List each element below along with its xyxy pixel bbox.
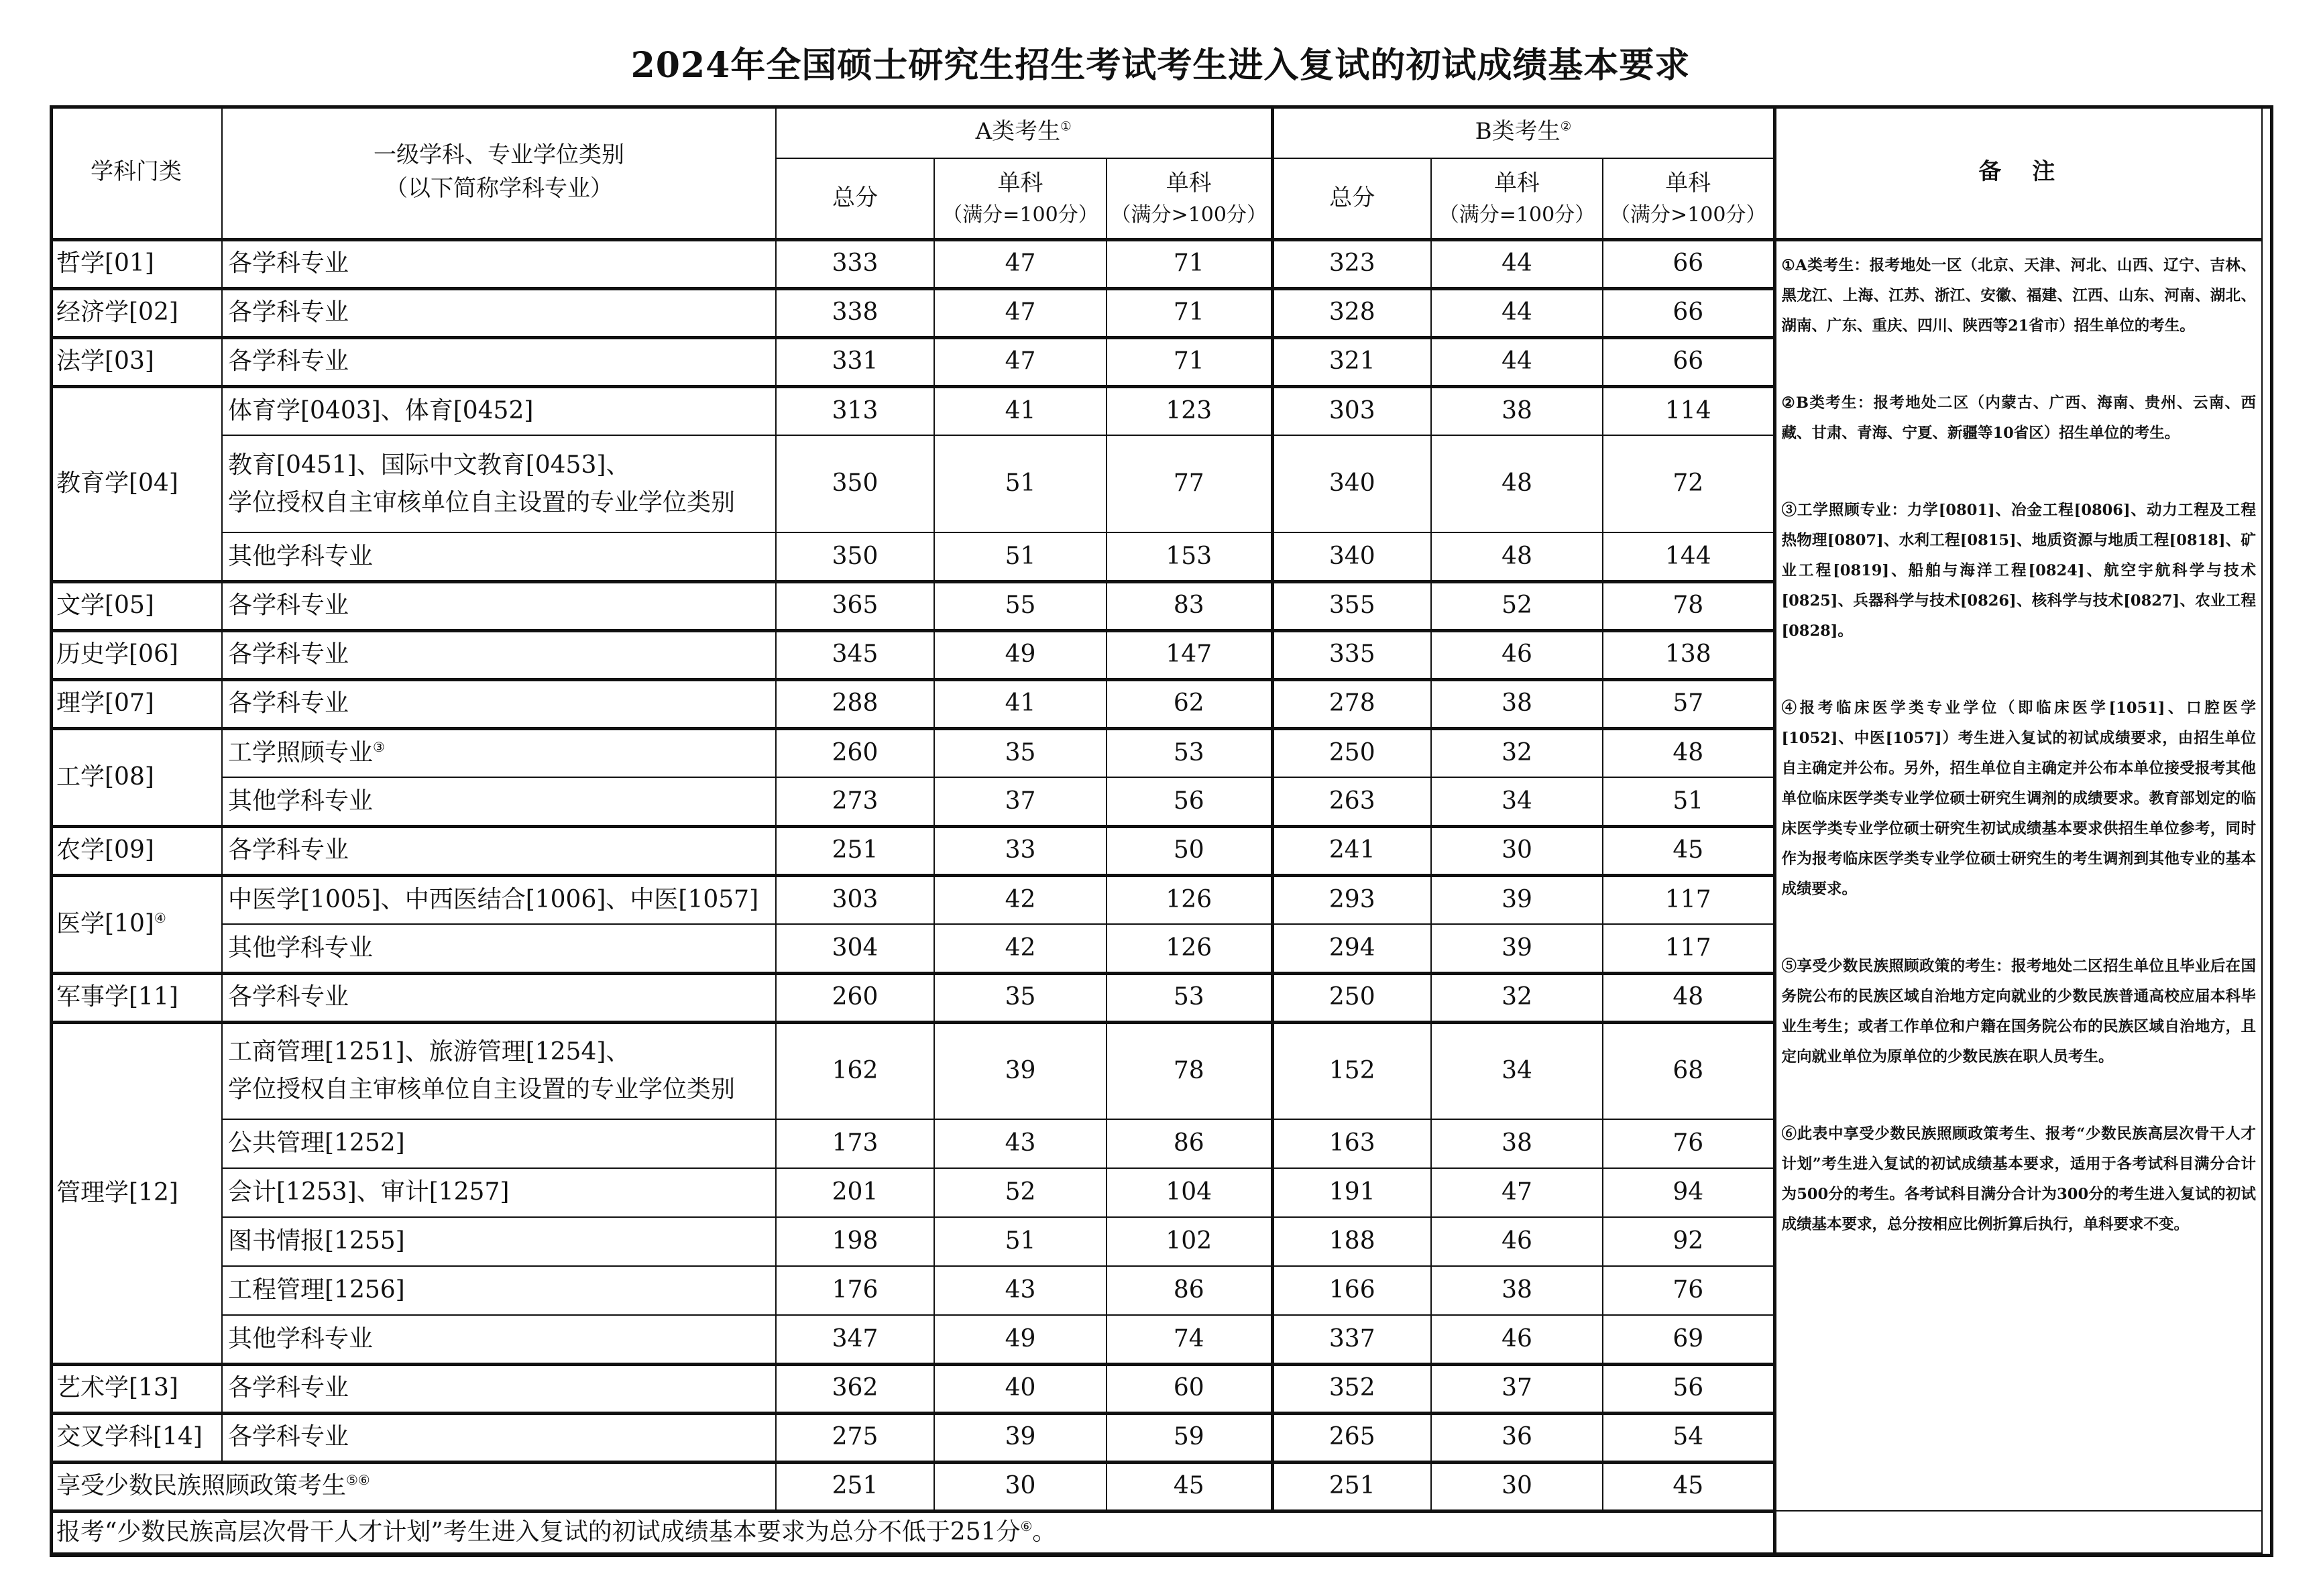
header-subject-line1: 一级学科、专业学位类别 [374, 141, 624, 169]
score-a-single100: 39 [934, 1413, 1107, 1462]
score-b-single100: 46 [1431, 630, 1603, 679]
score-a-singleover100: 74 [1107, 1315, 1272, 1364]
score-b-singleover100: 76 [1603, 1119, 1774, 1168]
score-a-single100: 47 [934, 239, 1107, 288]
score-b-single100: 38 [1431, 1266, 1603, 1315]
score-a-total: 198 [776, 1217, 934, 1266]
subject-label: 各学科专业 [228, 249, 349, 278]
score-a-single100: 42 [934, 924, 1107, 973]
score-a-single100: 49 [934, 630, 1107, 679]
score-a-total: 365 [776, 581, 934, 630]
score-a-total: 331 [776, 337, 934, 386]
category-label: 法学[03] [56, 347, 154, 376]
score-b-total: 163 [1272, 1119, 1431, 1168]
score-a-singleover100: 71 [1107, 337, 1272, 386]
category-label: 工学[08] [56, 762, 154, 791]
score-b-single100: 32 [1431, 728, 1603, 777]
score-b-total: 250 [1272, 973, 1431, 1022]
category-label: 教育学[04] [56, 469, 178, 498]
score-a-singleover100: 71 [1107, 288, 1272, 337]
score-b-singleover100: 68 [1603, 1022, 1774, 1119]
score-b-total: 188 [1272, 1217, 1431, 1266]
subject-label: 其他学科专业 [228, 787, 374, 815]
score-b-singleover100: 117 [1603, 875, 1774, 924]
remark-5: ⑤享受少数民族照顾政策的考生：报考地处二区招生单位且毕业后在国务院公布的民族区域自治地方定向就业的少数民族普通高校应届本科毕业生考生；或者工作单位和户籍在国务院公布的民族区域自治地方，且定向就业单位为原单位的少数民族在职人员考生。 [1781, 957, 2256, 1066]
score-a-total: 338 [776, 288, 934, 337]
score-b-total: 265 [1272, 1413, 1431, 1462]
header-total-b: 总分 [1272, 158, 1431, 239]
score-a-single100: 33 [934, 826, 1107, 875]
score-b-single100: 39 [1431, 875, 1603, 924]
remark-4: ④报考临床医学类专业学位（即临床医学[1051]、口腔医学[1052]、中医[1057]）考生进入复试的初试成绩要求，由招生单位自主确定并公布。另外，招生单位自主确定并公布本单位接受报考其他单位临床医学类专业学位硕士研究生调剂的成绩要求。教育部划定的临床医学类专业学位硕士研究生初试成绩基本要求供招生单位参考，同时作为报考临床医学类专业学位硕士研究生的考生调剂到其他专业的基本成绩要求。 [1781, 699, 2256, 898]
header-subject-line2: （以下简称学科专业） [385, 174, 613, 202]
score-b-singleover100: 48 [1603, 728, 1774, 777]
score-a-singleover100: 102 [1107, 1217, 1272, 1266]
score-a-single100: 37 [934, 777, 1107, 826]
score-b-singleover100: 78 [1603, 581, 1774, 630]
score-a-singleover100: 147 [1107, 630, 1272, 679]
minority-label: 享受少数民族照顾政策考生 [56, 1472, 347, 1500]
score-b-singleover100: 69 [1603, 1315, 1774, 1364]
score-b-single100: 39 [1431, 924, 1603, 973]
subject-label: 各学科专业 [228, 298, 349, 327]
subject-label-line2: 学位授权自主审核单位自主设置的专业学位类别 [228, 1076, 736, 1104]
score-b-total: 263 [1272, 777, 1431, 826]
header-fullover100: （满分>100分） [1111, 203, 1267, 227]
score-b-single100: 36 [1431, 1413, 1603, 1462]
score-a-single100: 43 [934, 1266, 1107, 1315]
subject-label: 各学科专业 [228, 983, 349, 1011]
score-b-single100: 37 [1431, 1364, 1603, 1413]
score-b-single100: 47 [1431, 1168, 1603, 1217]
score-b-total: 294 [1272, 924, 1431, 973]
header-full100: （满分=100分） [942, 203, 1098, 227]
score-a-single100: 52 [934, 1168, 1107, 1217]
score-a-single100: 55 [934, 581, 1107, 630]
score-b-single100: 34 [1431, 1022, 1603, 1119]
subject-label: 各学科专业 [228, 347, 349, 376]
score-a-total: 260 [776, 973, 934, 1022]
score-b-total: 355 [1272, 581, 1431, 630]
category-mark: ④ [154, 910, 166, 926]
score-a-single100: 51 [934, 435, 1107, 532]
score-a-singleover100: 126 [1107, 924, 1272, 973]
subject-label: 各学科专业 [228, 640, 349, 669]
minority-score: 251 [1272, 1462, 1431, 1511]
footer-text: 报考“少数民族高层次骨干人才计划”考生进入复试的初试成绩基本要求为总分不低于251分 [56, 1518, 1021, 1546]
score-a-total: 347 [776, 1315, 934, 1364]
header-single-label: 单科 [1665, 170, 1711, 197]
remark-2: ②B类考生：报考地处二区（内蒙古、广西、海南、贵州、云南、西藏、甘肃、青海、宁夏、新疆等10省区）招生单位的考生。 [1781, 394, 2256, 442]
subject-label: 会计[1253]、审计[1257] [228, 1178, 510, 1206]
score-a-singleover100: 71 [1107, 239, 1272, 288]
score-b-single100: 46 [1431, 1315, 1603, 1364]
score-b-total: 250 [1272, 728, 1431, 777]
score-b-single100: 38 [1431, 386, 1603, 435]
score-a-total: 362 [776, 1364, 934, 1413]
score-a-single100: 41 [934, 386, 1107, 435]
score-a-total: 162 [776, 1022, 934, 1119]
score-b-single100: 48 [1431, 435, 1603, 532]
score-a-single100: 47 [934, 288, 1107, 337]
score-a-single100: 42 [934, 875, 1107, 924]
subject-label: 各学科专业 [228, 591, 349, 620]
category-label: 历史学[06] [56, 640, 178, 669]
score-b-single100: 52 [1431, 581, 1603, 630]
subject-label: 各学科专业 [228, 1374, 349, 1402]
score-b-total: 352 [1272, 1364, 1431, 1413]
category-label: 经济学[02] [56, 298, 178, 327]
score-a-total: 251 [776, 826, 934, 875]
subject-label: 工商管理[1251]、旅游管理[1254]、 [228, 1038, 630, 1066]
header-single-label: 单科 [997, 170, 1043, 197]
score-b-total: 340 [1272, 435, 1431, 532]
score-b-singleover100: 114 [1603, 386, 1774, 435]
score-b-single100: 30 [1431, 826, 1603, 875]
category-label: 交叉学科[14] [56, 1423, 203, 1451]
score-a-singleover100: 126 [1107, 875, 1272, 924]
category-label: 理学[07] [56, 689, 154, 718]
score-b-total: 278 [1272, 679, 1431, 728]
score-b-single100: 32 [1431, 973, 1603, 1022]
subject-label: 其他学科专业 [228, 542, 374, 570]
category-label: 文学[05] [56, 591, 154, 620]
score-a-singleover100: 83 [1107, 581, 1272, 630]
score-a-single100: 41 [934, 679, 1107, 728]
score-b-single100: 48 [1431, 532, 1603, 581]
remark-1: ①A类考生：报考地处一区（北京、天津、河北、山西、辽宁、吉林、黑龙江、上海、江苏、浙江、安徽、福建、江西、山东、河南、湖北、湖南、广东、重庆、四川、陕西等21省市）招生单位的考生。 [1781, 256, 2256, 335]
score-a-singleover100: 78 [1107, 1022, 1272, 1119]
score-b-single100: 44 [1431, 239, 1603, 288]
score-b-total: 340 [1272, 532, 1431, 581]
subject-label: 其他学科专业 [228, 933, 374, 962]
table-outer-border [50, 105, 2273, 1557]
score-a-total: 333 [776, 239, 934, 288]
score-a-singleover100: 77 [1107, 435, 1272, 532]
score-a-total: 201 [776, 1168, 934, 1217]
score-a-singleover100: 123 [1107, 386, 1272, 435]
subject-label-line2: 学位授权自主审核单位自主设置的专业学位类别 [228, 488, 736, 516]
header-remarks: 备 注 [1774, 106, 2262, 239]
score-b-total: 152 [1272, 1022, 1431, 1119]
score-a-singleover100: 53 [1107, 728, 1272, 777]
score-a-singleover100: 56 [1107, 777, 1272, 826]
score-b-singleover100: 45 [1603, 826, 1774, 875]
minority-score: 30 [934, 1462, 1107, 1511]
subject-label: 各学科专业 [228, 1423, 349, 1451]
score-a-total: 173 [776, 1119, 934, 1168]
score-a-total: 304 [776, 924, 934, 973]
score-a-singleover100: 50 [1107, 826, 1272, 875]
score-a-single100: 47 [934, 337, 1107, 386]
subject-label: 教育[0451]、国际中文教育[0453]、 [228, 451, 630, 479]
subject-label: 各学科专业 [228, 689, 349, 718]
score-b-single100: 34 [1431, 777, 1603, 826]
score-a-total: 260 [776, 728, 934, 777]
score-b-singleover100: 76 [1603, 1266, 1774, 1315]
score-b-singleover100: 54 [1603, 1413, 1774, 1462]
score-b-total: 335 [1272, 630, 1431, 679]
score-b-singleover100: 138 [1603, 630, 1774, 679]
score-a-singleover100: 86 [1107, 1119, 1272, 1168]
score-b-total: 323 [1272, 239, 1431, 288]
score-a-singleover100: 104 [1107, 1168, 1272, 1217]
score-b-total: 293 [1272, 875, 1431, 924]
score-a-total: 176 [776, 1266, 934, 1315]
score-a-total: 345 [776, 630, 934, 679]
category-label: 农学[09] [56, 836, 154, 864]
header-fullover100: （满分>100分） [1610, 203, 1766, 227]
category-label: 军事学[11] [56, 983, 178, 1011]
score-b-single100: 46 [1431, 1217, 1603, 1266]
score-b-singleover100: 48 [1603, 973, 1774, 1022]
score-b-singleover100: 72 [1603, 435, 1774, 532]
score-a-single100: 40 [934, 1364, 1107, 1413]
score-a-singleover100: 62 [1107, 679, 1272, 728]
subject-mark: ③ [373, 740, 385, 756]
subject-label: 工学照顾专业 [228, 739, 374, 767]
header-single-label: 单科 [1166, 170, 1212, 197]
header-group-a-label: A类考生 [975, 118, 1061, 146]
score-a-single100: 35 [934, 973, 1107, 1022]
header-group-b-mark: ② [1560, 120, 1572, 135]
score-b-total: 303 [1272, 386, 1431, 435]
header-group-b-label: B类考生 [1475, 118, 1561, 146]
score-b-total: 328 [1272, 288, 1431, 337]
minority-score: 45 [1107, 1462, 1272, 1511]
score-a-single100: 35 [934, 728, 1107, 777]
score-b-singleover100: 144 [1603, 532, 1774, 581]
score-a-total: 275 [776, 1413, 934, 1462]
score-a-singleover100: 59 [1107, 1413, 1272, 1462]
header-group-a-mark: ① [1060, 120, 1072, 135]
score-b-singleover100: 117 [1603, 924, 1774, 973]
score-b-single100: 38 [1431, 679, 1603, 728]
minority-mark: ⑤⑥ [346, 1473, 370, 1489]
score-b-total: 191 [1272, 1168, 1431, 1217]
score-b-singleover100: 66 [1603, 239, 1774, 288]
subject-label: 其他学科专业 [228, 1324, 374, 1353]
score-b-singleover100: 66 [1603, 288, 1774, 337]
score-a-total: 350 [776, 435, 934, 532]
subject-label: 各学科专业 [228, 836, 349, 864]
subject-label: 工程管理[1256] [228, 1276, 405, 1304]
score-a-singleover100: 86 [1107, 1266, 1272, 1315]
score-a-total: 288 [776, 679, 934, 728]
score-a-total: 350 [776, 532, 934, 581]
score-a-total: 313 [776, 386, 934, 435]
score-a-single100: 39 [934, 1022, 1107, 1119]
score-a-single100: 49 [934, 1315, 1107, 1364]
score-b-total: 166 [1272, 1266, 1431, 1315]
minority-score: 251 [776, 1462, 934, 1511]
score-b-total: 321 [1272, 337, 1431, 386]
score-b-singleover100: 56 [1603, 1364, 1774, 1413]
category-label: 艺术学[13] [56, 1374, 178, 1402]
category-label: 医学[10] [56, 909, 154, 937]
subject-label: 体育学[0403]、体育[0452] [228, 397, 534, 425]
header-total-a: 总分 [776, 158, 934, 239]
remark-6: ⑥此表中享受少数民族照顾政策考生、报考“少数民族高层次骨干人才计划”考生进入复试的初试成绩基本要求，适用于各考试科目满分合计为500分的考生。各考试科目满分合计为300分的考生进入复试的初试成绩基本要求，总分按相应比例折算后执行，单科要求不变。 [1781, 1125, 2256, 1233]
score-a-singleover100: 153 [1107, 532, 1272, 581]
footer-mark: ⑥ [1020, 1519, 1033, 1535]
minority-score: 45 [1603, 1462, 1774, 1511]
header-full100: （满分=100分） [1438, 203, 1595, 227]
header-discipline: 学科门类 [50, 106, 222, 239]
score-b-singleover100: 94 [1603, 1168, 1774, 1217]
score-a-total: 303 [776, 875, 934, 924]
score-b-singleover100: 51 [1603, 777, 1774, 826]
page-title: 2024年全国硕士研究生招生考试考生进入复试的初试成绩基本要求 [630, 45, 1691, 86]
score-a-single100: 43 [934, 1119, 1107, 1168]
category-label: 管理学[12] [56, 1178, 178, 1206]
score-b-singleover100: 92 [1603, 1217, 1774, 1266]
subject-label: 图书情报[1255] [228, 1227, 405, 1255]
score-a-singleover100: 53 [1107, 973, 1272, 1022]
subject-label: 公共管理[1252] [228, 1129, 405, 1157]
score-a-singleover100: 60 [1107, 1364, 1272, 1413]
score-b-single100: 38 [1431, 1119, 1603, 1168]
header-single-label: 单科 [1494, 170, 1540, 197]
score-b-total: 241 [1272, 826, 1431, 875]
score-b-singleover100: 57 [1603, 679, 1774, 728]
subject-label: 中医学[1005]、中西医结合[1006]、中医[1057] [228, 886, 759, 914]
remark-3: ③工学照顾专业：力学[0801]、冶金工程[0806]、动力工程及工程热物理[0807]、水利工程[0815]、地质资源与地质工程[0818]、矿业工程[0819]、船舶与海洋工程[0824]、航空宇航科学与技术[0825]、兵器科学与技术[0826]、核科学与技术[0827]、农业工程[0828]。 [1781, 501, 2256, 640]
score-b-single100: 44 [1431, 288, 1603, 337]
score-a-single100: 51 [934, 532, 1107, 581]
score-b-total: 337 [1272, 1315, 1431, 1364]
minority-score: 30 [1431, 1462, 1603, 1511]
score-a-total: 273 [776, 777, 934, 826]
score-b-singleover100: 66 [1603, 337, 1774, 386]
score-a-single100: 51 [934, 1217, 1107, 1266]
footer-end: 。 [1032, 1518, 1057, 1546]
category-label: 哲学[01] [56, 249, 154, 278]
score-b-single100: 44 [1431, 337, 1603, 386]
